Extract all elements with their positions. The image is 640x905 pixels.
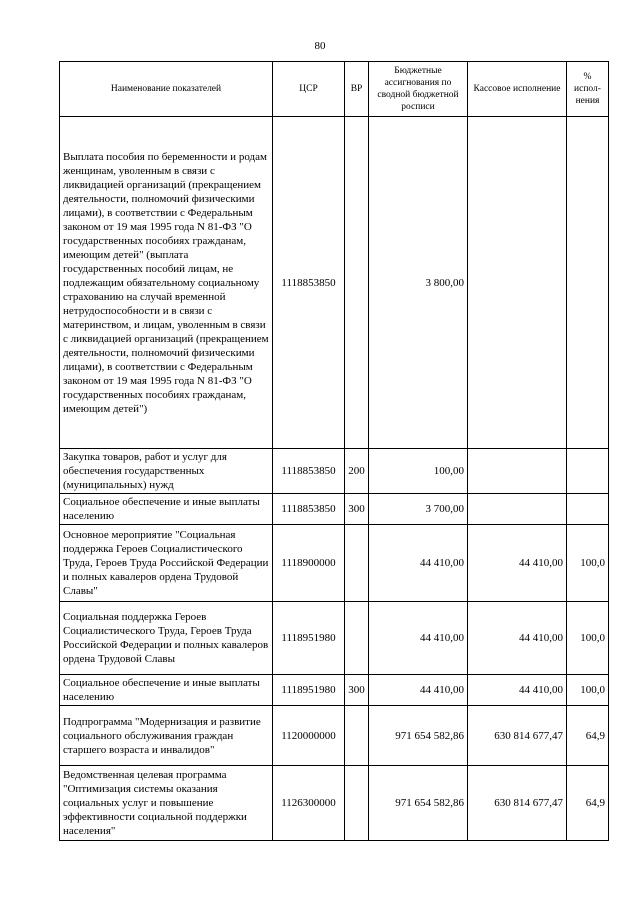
row-allocation: 44 410,00 xyxy=(369,675,468,706)
row-allocation: 44 410,00 xyxy=(369,525,468,602)
row-csr: 1126300000 xyxy=(273,766,345,841)
row-allocation: 100,00 xyxy=(369,449,468,494)
row-percent: 100,0 xyxy=(567,675,609,706)
row-percent xyxy=(567,449,609,494)
row-execution: 44 410,00 xyxy=(468,675,567,706)
table-row xyxy=(60,449,609,494)
row-name: Основное мероприятие "Социальная поддержка Героев Социалистического Труда, Героев Труда Российской Федерации и полных кавалеров ордена Трудовой Славы" xyxy=(60,525,273,602)
row-percent xyxy=(567,117,609,449)
row-percent: 64,9 xyxy=(567,766,609,841)
row-vr xyxy=(345,602,369,675)
row-name: Социальная поддержка Героев Социалистического Труда, Героев Труда Российской Федерации и полных кавалеров ордена Трудовой Славы xyxy=(60,602,273,675)
page-number: 80 xyxy=(314,40,326,52)
header-vr: ВР xyxy=(345,62,369,117)
row-csr: 1118853850 xyxy=(273,494,345,525)
row-vr xyxy=(345,706,369,766)
table-row xyxy=(60,766,609,841)
row-execution xyxy=(468,117,567,449)
row-csr: 1118951980 xyxy=(273,602,345,675)
row-csr: 1120000000 xyxy=(273,706,345,766)
table-row xyxy=(60,602,609,675)
row-csr: 1118853850 xyxy=(273,117,345,449)
row-percent: 64,9 xyxy=(567,706,609,766)
row-allocation: 971 654 582,86 xyxy=(369,766,468,841)
row-allocation: 3 800,00 xyxy=(369,117,468,449)
row-execution xyxy=(468,494,567,525)
row-csr: 1118853850 xyxy=(273,449,345,494)
row-vr: 300 xyxy=(345,675,369,706)
row-csr: 1118900000 xyxy=(273,525,345,602)
row-execution: 44 410,00 xyxy=(468,602,567,675)
row-percent: 100,0 xyxy=(567,602,609,675)
header-percent: % испол-нения xyxy=(567,62,609,117)
row-vr xyxy=(345,525,369,602)
row-allocation: 44 410,00 xyxy=(369,602,468,675)
row-csr: 1118951980 xyxy=(273,675,345,706)
header-csr: ЦСР xyxy=(273,62,345,117)
row-name: Социальное обеспечение и иные выплаты населению xyxy=(60,675,273,706)
row-vr: 200 xyxy=(345,449,369,494)
row-vr xyxy=(345,766,369,841)
header-allocation: Бюджетные ассигнования по сводной бюджетной росписи xyxy=(369,62,468,117)
header-name: Наименование показателей xyxy=(60,62,273,117)
row-name: Закупка товаров, работ и услуг для обеспечения государственных (муниципальных) нужд xyxy=(60,449,273,494)
row-allocation: 3 700,00 xyxy=(369,494,468,525)
row-name: Выплата пособия по беременности и родам женщинам, уволенным в связи с ликвидацией организаций (прекращением деятельности, полномочий физическими лицами), в соответствии с Федеральным законом от 19 мая 1995 года N 81-ФЗ "О государственных пособиях гражданам, имеющим детей" (выплата государственных пособий лицам, не подлежащим обязательному социальному страхованию на случай временной нетрудоспособности и в связи с материнством, и лицам, уволенным в связи с ликвидацией организаций (прекращением деятельности, полномочий физическими лицами), в соответствии с Федеральным законом от 19 мая 1995 года N 81-ФЗ "О государственных пособиях гражданам, имеющим детей") xyxy=(60,117,273,449)
budget-table xyxy=(59,61,609,841)
row-execution: 630 814 677,47 xyxy=(468,766,567,841)
table-row xyxy=(60,494,609,525)
row-vr: 300 xyxy=(345,494,369,525)
table-row xyxy=(60,706,609,766)
row-name: Социальное обеспечение и иные выплаты населению xyxy=(60,494,273,525)
row-percent: 100,0 xyxy=(567,525,609,602)
row-vr xyxy=(345,117,369,449)
row-percent xyxy=(567,494,609,525)
table-header-row xyxy=(60,62,609,117)
row-name: Подпрограмма "Модернизация и развитие социального обслуживания граждан старшего возраста и инвалидов" xyxy=(60,706,273,766)
row-execution: 630 814 677,47 xyxy=(468,706,567,766)
row-execution xyxy=(468,449,567,494)
table-row xyxy=(60,675,609,706)
row-execution: 44 410,00 xyxy=(468,525,567,602)
table-row xyxy=(60,525,609,602)
row-name: Ведомственная целевая программа "Оптимизация системы оказания социальных услуг и повышение эффективности социальной поддержки населения" xyxy=(60,766,273,841)
table-row xyxy=(60,117,609,449)
header-execution: Кассовое исполнение xyxy=(468,62,567,117)
row-allocation: 971 654 582,86 xyxy=(369,706,468,766)
